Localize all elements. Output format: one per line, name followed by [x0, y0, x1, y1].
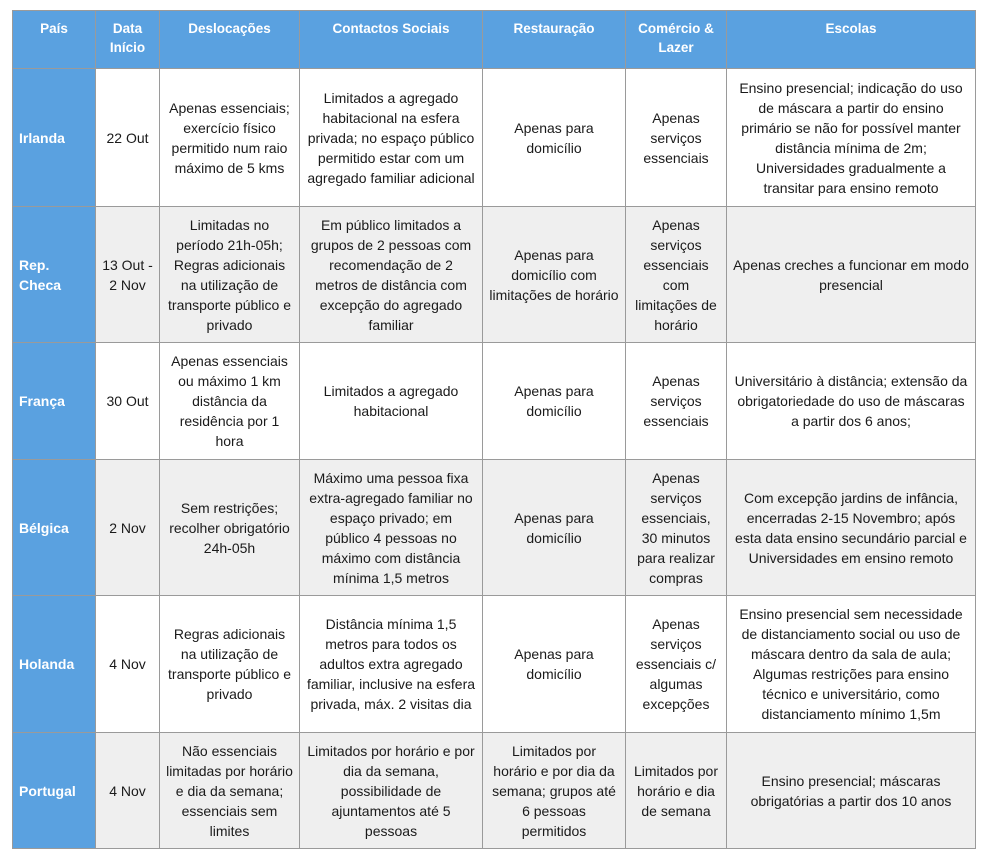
travel-cell: Regras adicionais na utilização de transporte público e privado — [160, 596, 300, 733]
date-cell: 13 Out - 2 Nov — [96, 207, 160, 343]
country-cell: Bélgica — [13, 460, 96, 596]
country-cell: Portugal — [13, 733, 96, 849]
schools-cell: Ensino presencial sem necessidade de distanciamento social ou uso de máscara dentro da sala de aula; Algumas restrições para ensino técnico e universitário, como distanciamento mínimo 1,5m — [727, 596, 976, 733]
header-country: País — [13, 11, 96, 69]
restaurants-cell: Apenas para domicílio — [483, 69, 626, 207]
restaurants-cell: Apenas para domicílio — [483, 343, 626, 460]
travel-cell: Limitadas no período 21h-05h; Regras adicionais na utilização de transporte público e privado — [160, 207, 300, 343]
table-row — [13, 596, 976, 733]
schools-cell: Com excepção jardins de infância, encerradas 2-15 Novembro; após esta data ensino secundário parcial e Universidades em ensino remoto — [727, 460, 976, 596]
commerce-cell: Apenas serviços essenciais — [626, 343, 727, 460]
table-row — [13, 343, 976, 460]
date-cell: 22 Out — [96, 69, 160, 207]
restaurants-cell: Apenas para domicílio — [483, 460, 626, 596]
header-date: Data Início — [96, 11, 160, 69]
country-cell: Holanda — [13, 596, 96, 733]
restaurants-cell: Apenas para domicílio — [483, 596, 626, 733]
travel-cell: Apenas essenciais; exercício físico permitido num raio máximo de 5 kms — [160, 69, 300, 207]
schools-cell: Ensino presencial; máscaras obrigatórias a partir dos 10 anos — [727, 733, 976, 849]
social-cell: Limitados a agregado habitacional — [300, 343, 483, 460]
table-row — [13, 733, 976, 849]
social-cell: Máximo uma pessoa fixa extra-agregado familiar no espaço privado; em público 4 pessoas no máximo com distância mínima 1,5 metros — [300, 460, 483, 596]
social-cell: Distância mínima 1,5 metros para todos os adultos extra agregado familiar, inclusive na esfera privada, máx. 2 visitas dia — [300, 596, 483, 733]
header-commerce: Comércio & Lazer — [626, 11, 727, 69]
date-cell: 2 Nov — [96, 460, 160, 596]
schools-cell: Apenas creches a funcionar em modo presencial — [727, 207, 976, 343]
country-cell: Rep. Checa — [13, 207, 96, 343]
date-cell: 30 Out — [96, 343, 160, 460]
date-cell: 4 Nov — [96, 733, 160, 849]
table-row — [13, 69, 976, 207]
travel-cell: Sem restrições; recolher obrigatório 24h-05h — [160, 460, 300, 596]
restaurants-cell: Apenas para domicílio com limitações de horário — [483, 207, 626, 343]
travel-cell: Apenas essenciais ou máximo 1 km distância da residência por 1 hora — [160, 343, 300, 460]
restaurants-cell: Limitados por horário e por dia da semana; grupos até 6 pessoas permitidos — [483, 733, 626, 849]
schools-cell: Ensino presencial; indicação do uso de máscara a partir do ensino primário se não for possível manter distância mínima de 2m; Universidades gradualmente a transitar para ensino remoto — [727, 69, 976, 207]
country-cell: Irlanda — [13, 69, 96, 207]
measures-table-container — [12, 10, 976, 849]
commerce-cell: Apenas serviços essenciais, 30 minutos para realizar compras — [626, 460, 727, 596]
social-cell: Limitados por horário e por dia da semana, possibilidade de ajuntamentos até 5 pessoas — [300, 733, 483, 849]
covid-measures-table — [12, 10, 976, 849]
header-social: Contactos Sociais — [300, 11, 483, 69]
commerce-cell: Limitados por horário e dia de semana — [626, 733, 727, 849]
date-cell: 4 Nov — [96, 596, 160, 733]
header-restaurants: Restauração — [483, 11, 626, 69]
commerce-cell: Apenas serviços essenciais — [626, 69, 727, 207]
social-cell: Em público limitados a grupos de 2 pessoas com recomendação de 2 metros de distância com excepção do agregado familiar — [300, 207, 483, 343]
country-cell: França — [13, 343, 96, 460]
table-row — [13, 460, 976, 596]
social-cell: Limitados a agregado habitacional na esfera privada; no espaço público permitido estar com um agregado familiar adicional — [300, 69, 483, 207]
travel-cell: Não essenciais limitadas por horário e dia da semana; essenciais sem limites — [160, 733, 300, 849]
header-travel: Deslocações — [160, 11, 300, 69]
commerce-cell: Apenas serviços essenciais com limitações de horário — [626, 207, 727, 343]
header-row — [13, 11, 976, 69]
table-row — [13, 207, 976, 343]
commerce-cell: Apenas serviços essenciais c/ algumas excepções — [626, 596, 727, 733]
schools-cell: Universitário à distância; extensão da obrigatoriedade do uso de máscaras a partir dos 6 anos; — [727, 343, 976, 460]
header-schools: Escolas — [727, 11, 976, 69]
